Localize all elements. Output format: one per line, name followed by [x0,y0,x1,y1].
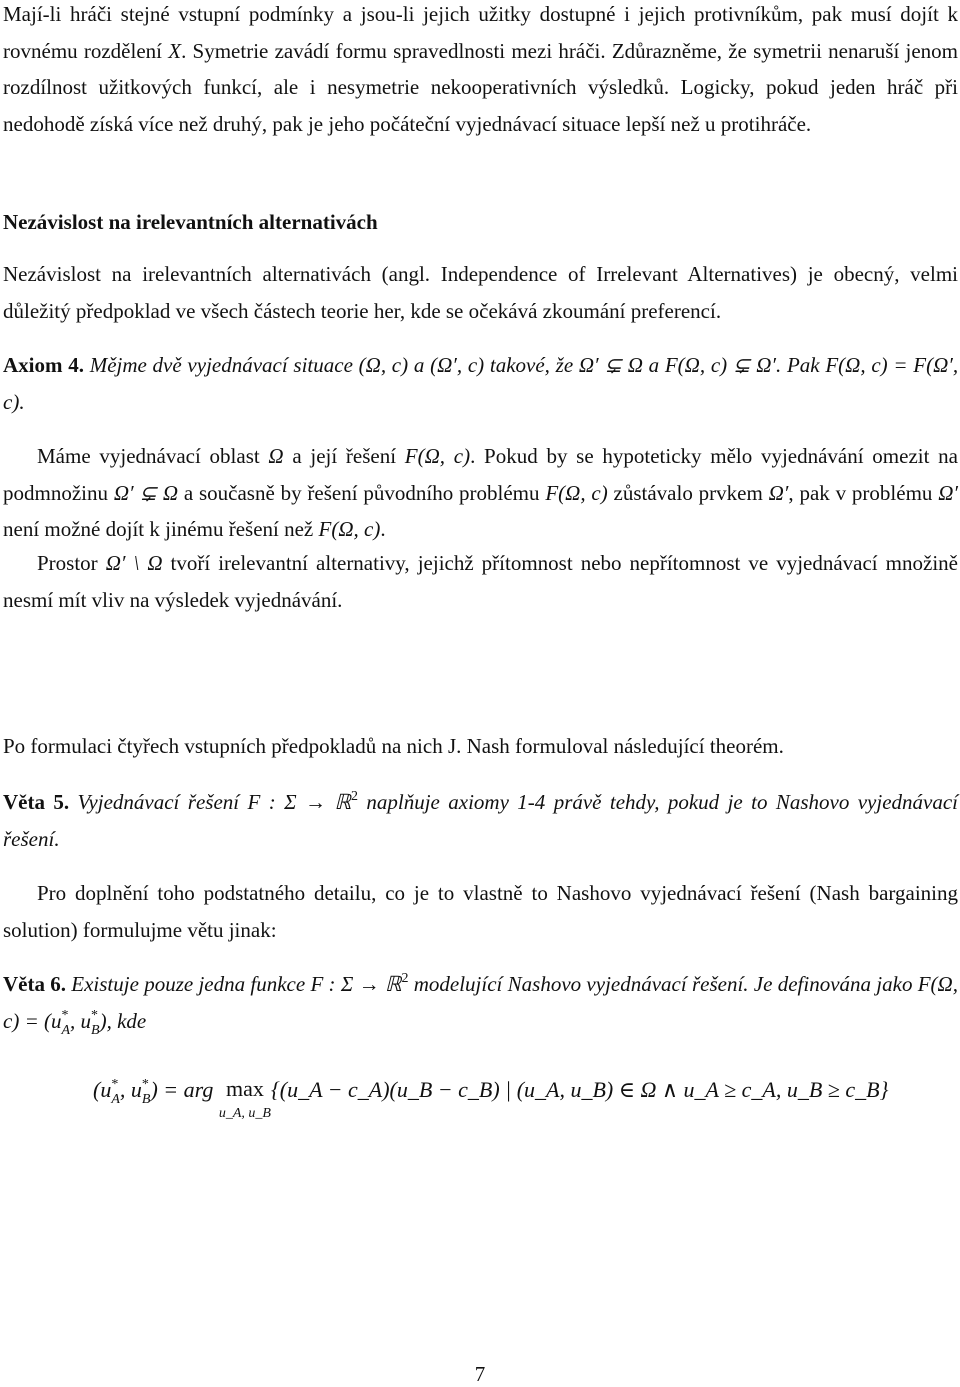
t6-m1: F : Σ → ℝ [310,972,402,996]
theorem-5-label: Věta 5. [3,790,70,814]
intro-text-1: Mají-li hráči stejné vstupní podmínky a jsou-li jejich užitky dostupné i jejich protivníkům, pak musí dojít k rovnému rozdělení [3,2,958,63]
p2-t1: Prostor [37,551,106,575]
t5-exp: 2 [351,789,358,804]
t6-m4: ) [99,1008,107,1033]
t6-s2sub: B [91,1022,100,1038]
p1-t3: . Pokud by se hypoteticky mělo vyjednávání omezit na podmnožinu [3,444,958,505]
paragraph-2 [3,545,958,618]
theorem-6-label: Věta 6. [3,972,66,996]
t6-m2: F(Ω, c) = (u [3,972,958,1033]
p1-t6: , pak v problému [788,480,939,505]
t5-t1: Vyjednávací řešení [77,790,248,814]
t6-supsub-2 [91,1008,100,1038]
p2-t2: tvoří irelevantní alternativy, jejichž přítomnost nebo nepřítomnost ve vyjednávací množině nesmí mít vliv na výsledek vyjednávání. [3,551,958,612]
p1-t4: a současně by řešení původního problému [178,480,546,505]
theorem-6 [3,966,958,1039]
p1-m1: Ω [268,444,284,468]
paragraph-4: Pro doplnění toho podstatného detailu, co je to vlastně to Nashovo vyjednávací řešení (Nash bargaining solution) formulujme větu jinak: [3,881,958,942]
p1-t7: není možné dojít k jinému řešení než [3,517,319,541]
p1-m7: F(Ω, c) [318,517,381,541]
axiom-label: Axiom 4. [3,353,84,377]
axiom-text-4: . [19,389,25,414]
t6-s1sub: A [61,1022,71,1038]
section-heading: Nezávislost na irelevantních alternativách [3,210,378,234]
page-number: 7 [474,1362,486,1386]
axiom-text-1: Mějme dvě vyjednávací situace [89,353,353,377]
intro-text-2: . Symetrie zavádí formu spravedlnosti mezi hráči. Zdůrazněme, že symetrii nenaruší jenom rozdílnost užitkových funkcí, ale i nesymetrie nekooperativních výsledků. Logicky, pokud jeden hráč při nedohodě získá více než druhý, pak je jeho počáteční vyjednávací situace lepší než u protihráče. [3,38,959,136]
p1-m5: Ω′ [768,480,789,505]
t6-s2sup: * [91,1007,99,1023]
theorem-5 [3,784,958,857]
t5-m1: F : Σ → ℝ [247,790,351,814]
eq-lhs2: , u [119,1077,142,1102]
eq-argmax [219,1072,271,1122]
eq-supsub-1 [111,1077,120,1107]
axiom-text-a1: a [413,353,425,377]
t5-t2: naplňuje axiomy 1-4 právě tehdy, pokud je to Nashovo vyjednávací řešení. [3,790,959,851]
t6-t1: Existuje pouze jedna funkce [71,972,311,996]
p1-t5: zůstávalo prvkem [607,480,769,505]
eq-max: max [225,1076,264,1101]
p1-t2: a její řešení [283,444,405,468]
t6-exp: 2 [401,971,409,986]
p1-t1: Máme vyjednávací oblast [37,444,269,468]
eq-rhs: {(u_A − c_A)(u_B − c_B) | (u_A, u_B) ∈ Ω ∧ u_A ≥ c_A, u_B ≥ c_B} [270,1077,889,1102]
p1-m6: Ω′ [938,480,959,505]
eq-sup1: * [111,1077,119,1092]
axiom-math-3: Ω′ ⊊ Ω [578,353,643,377]
axiom-math-1: (Ω, c) [358,353,409,377]
eq-lhs3: ) = arg [150,1077,214,1102]
axiom-text-a2: a [648,353,660,377]
eq-sub2: B [141,1092,151,1107]
p1-m4: F(Ω, c) [545,480,608,505]
eq-sup2: * [141,1077,149,1092]
axiom-text-2: takové, že [489,353,574,377]
t6-m3: , u [70,1008,92,1033]
t6-t2: modelující Nashovo vyjednávací řešení. Je definována jako [408,972,918,996]
p1-m3: Ω′ ⊊ Ω [113,480,179,505]
nash-equation [93,1072,888,1122]
eq-below: u_A, u_B [218,1106,271,1121]
eq-lhs1: (u [93,1077,112,1102]
t6-s1sup: * [61,1007,69,1023]
eq-sub1: A [111,1092,120,1107]
paragraph-1 [3,438,958,548]
p1-t8: . [380,517,386,541]
p1-m2: F(Ω, c) [404,444,471,468]
intro-paragraph [3,0,958,142]
math-x: X [168,38,182,63]
axiom-math-4: F(Ω, c) ⊊ Ω′ [664,353,776,377]
axiom-4 [3,347,958,420]
paragraph-3: Po formulaci čtyřech vstupních předpokladů na nich J. Nash formuloval následující theorém. [3,734,784,758]
t6-t3: , kde [106,1008,147,1033]
axiom-text-3: . Pak [775,353,820,377]
t6-supsub-1 [61,1008,70,1038]
section-paragraph: Nezávislost na irelevantních alternativách (angl. Independence of Irrelevant Alternatives) je obecný, velmi důležitý předpoklad ve všech částech teorie her, kde se očekává zkoumání preferencí. [3,262,958,323]
axiom-math-5: F(Ω, c) = F(Ω′, c) [3,353,959,414]
p2-m1: Ω′ \ Ω [105,551,163,575]
axiom-math-2: (Ω′, c) [430,353,485,377]
